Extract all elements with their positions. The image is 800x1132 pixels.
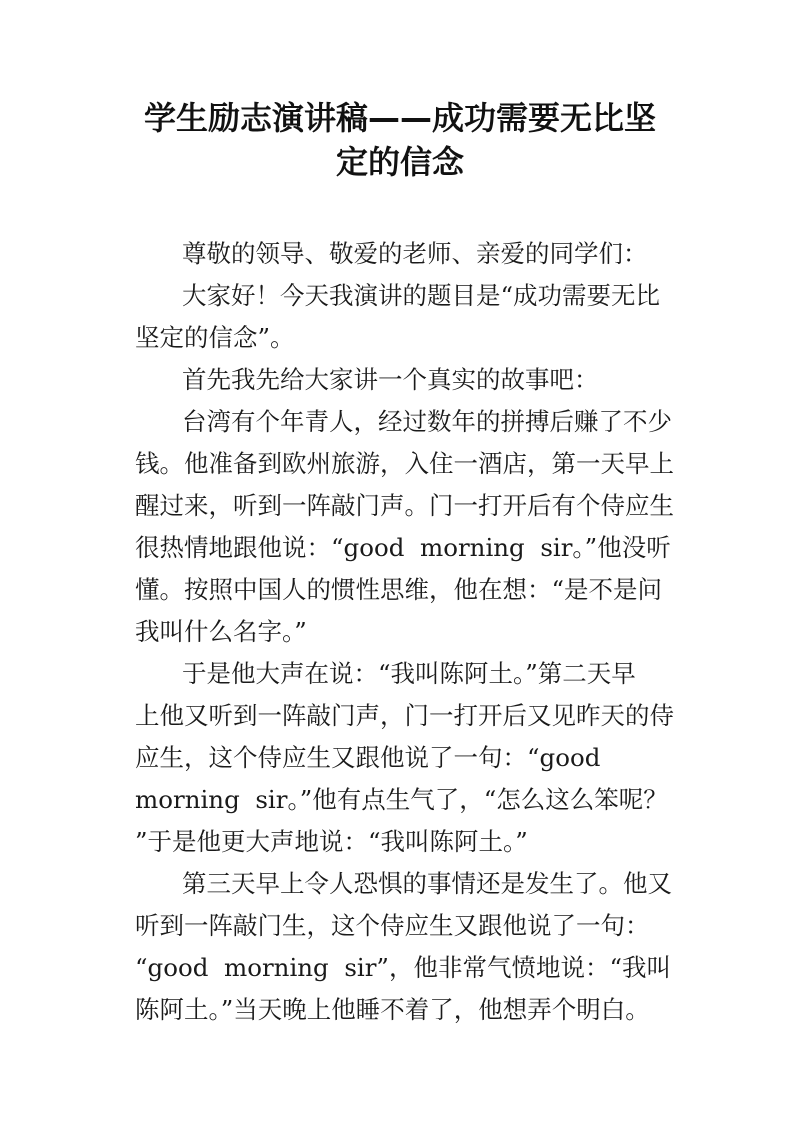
document-body <box>135 233 674 1031</box>
body-line: 应生，这个侍应生又跟他说了一句：“good <box>135 743 601 772</box>
body-line: 我叫什么名字。” <box>135 617 307 646</box>
document-title <box>120 96 680 184</box>
body-line: 很热情地跟他说：“good morning sir。”他没听 <box>135 533 671 562</box>
body-line: 醒过来，听到一阵敲门声。门一打开后有个侍应生 <box>135 491 674 520</box>
body-line: 钱。他准备到欧州旅游，入住一酒店，第一天早上 <box>135 449 674 478</box>
body-line: 懂。按照中国人的惯性思维，他在想：“是不是问 <box>135 575 663 604</box>
body-line: ”于是他更大声地说：“我叫陈阿土。” <box>135 827 528 856</box>
body-line: 第三天早上令人恐惧的事情还是发生了。他又 <box>182 869 672 898</box>
body-line: 大家好！今天我演讲的题目是“成功需要无比 <box>182 281 661 310</box>
title-line-2: 定的信念 <box>335 143 464 181</box>
body-line: 听到一阵敲门生，这个侍应生又跟他说了一句： <box>135 911 650 940</box>
body-line: 于是他大声在说：“我叫陈阿土。”第二天早 <box>182 659 636 688</box>
body-line: 首先我先给大家讲一个真实的故事吧： <box>182 365 599 394</box>
body-line: “good morning sir”，他非常气愤地说：“我叫 <box>135 953 671 982</box>
body-line: 陈阿土。”当天晚上他睡不着了，他想弄个明白。 <box>135 995 650 1024</box>
body-line: 上他又听到一阵敲门声，门一打开后又见昨天的侍 <box>135 701 674 730</box>
body-line: 尊敬的领导、敬爱的老师、亲爱的同学们： <box>182 239 648 268</box>
body-line: morning sir。”他有点生气了，“怎么这么笨呢？ <box>135 785 668 814</box>
body-line: 台湾有个年青人，经过数年的拼搏后赚了不少 <box>182 407 672 436</box>
body-line: 坚定的信念”。 <box>135 323 295 352</box>
title-line-1: 学生励志演讲稿——成功需要无比坚 <box>143 99 656 137</box>
